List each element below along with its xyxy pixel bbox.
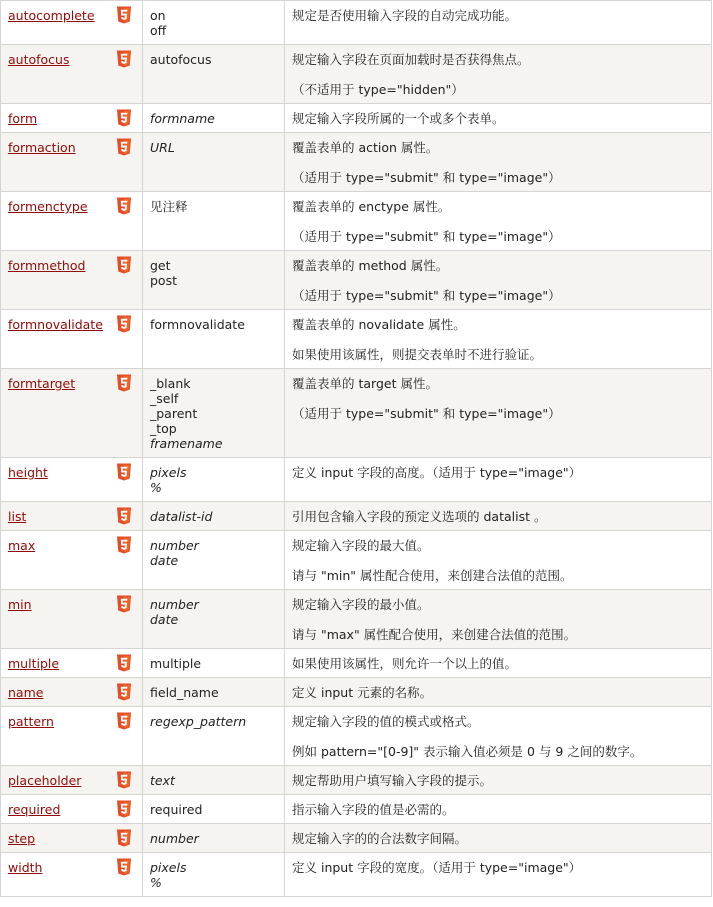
html5-badge-icon <box>116 536 132 554</box>
description-line: 引用包含输入字段的预定义选项的 datalist 。 <box>292 509 547 524</box>
attribute-value: pixels <box>150 860 187 875</box>
attribute-description-cell <box>285 590 712 649</box>
attribute-value: date <box>150 553 179 568</box>
table-row <box>1 824 712 853</box>
attribute-value: framename <box>150 436 223 451</box>
attribute-description-cell <box>285 458 712 502</box>
html5-badge-icon <box>116 109 132 127</box>
description-line: （适用于 type="submit" 和 type="image"） <box>292 229 561 244</box>
attribute-description-cell <box>285 192 712 251</box>
html5-badge-icon <box>116 50 132 68</box>
attribute-description-cell <box>285 649 712 678</box>
description-line: 如果使用该属性，则允许一个以上的值。 <box>292 656 518 671</box>
attribute-values-cell <box>143 678 285 707</box>
html5-badge-icon <box>116 829 132 847</box>
html5-badge-icon <box>116 463 132 481</box>
table-row <box>1 707 712 766</box>
description-line: 指示输入字段的值是必需的。 <box>292 802 455 817</box>
attribute-table-body <box>1 1 712 897</box>
description-line: （适用于 type="submit" 和 type="image"） <box>292 288 561 303</box>
description-line: 覆盖表单的 action 属性。 <box>292 140 439 155</box>
attribute-value: number <box>150 831 199 846</box>
attribute-values-cell <box>143 45 285 104</box>
attribute-name-cell <box>1 795 143 824</box>
description-line: 定义 input 字段的高度。（适用于 type="image"） <box>292 465 582 480</box>
attribute-values-cell <box>143 853 285 897</box>
description-line: （不适用于 type="hidden"） <box>292 82 464 97</box>
attribute-description-cell <box>285 678 712 707</box>
attribute-name-cell <box>1 192 143 251</box>
table-row <box>1 251 712 310</box>
attribute-value: formname <box>150 111 215 126</box>
attribute-link[interactable]: required <box>8 802 61 817</box>
attribute-values-cell <box>143 133 285 192</box>
attribute-link[interactable]: list <box>8 509 27 524</box>
attribute-values-cell <box>143 649 285 678</box>
description-line: 规定帮助用户填写输入字段的提示。 <box>292 773 493 788</box>
description-line: 规定输入字段的最小值。 <box>292 597 430 612</box>
attribute-value: number <box>150 597 199 612</box>
table-row <box>1 45 712 104</box>
attribute-values-cell <box>143 369 285 458</box>
attribute-description-cell <box>285 133 712 192</box>
attribute-values-cell <box>143 590 285 649</box>
description-line: 如果使用该属性，则提交表单时不进行验证。 <box>292 347 543 362</box>
attribute-values-cell <box>143 1 285 45</box>
attribute-value: datalist-id <box>150 509 213 524</box>
attribute-description-cell <box>285 45 712 104</box>
attribute-description-cell <box>285 310 712 369</box>
attribute-value: _self <box>150 391 179 406</box>
attribute-value: multiple <box>150 656 202 671</box>
attribute-link[interactable]: width <box>8 860 43 875</box>
attribute-link[interactable]: pattern <box>8 714 54 729</box>
attribute-value: pixels <box>150 465 187 480</box>
attribute-description-cell <box>285 766 712 795</box>
attribute-link[interactable]: height <box>8 465 48 480</box>
html5-badge-icon <box>116 507 132 525</box>
html5-badge-icon <box>116 6 132 24</box>
attribute-link[interactable]: step <box>8 831 36 846</box>
attribute-name-cell <box>1 766 143 795</box>
attribute-link[interactable]: formnovalidate <box>8 317 103 332</box>
attribute-description-cell <box>285 251 712 310</box>
attribute-values-cell <box>143 104 285 133</box>
attribute-value: off <box>150 23 167 38</box>
attribute-values-cell <box>143 795 285 824</box>
attribute-values-cell <box>143 707 285 766</box>
table-row <box>1 678 712 707</box>
table-row <box>1 795 712 824</box>
attribute-description-cell <box>285 707 712 766</box>
html5-badge-icon <box>116 771 132 789</box>
table-row <box>1 590 712 649</box>
attribute-values-cell <box>143 766 285 795</box>
attribute-values-cell <box>143 531 285 590</box>
attribute-value: text <box>150 773 175 788</box>
attribute-value: field_name <box>150 685 219 700</box>
attribute-link[interactable]: min <box>8 597 32 612</box>
attribute-values-cell <box>143 251 285 310</box>
html5-badge-icon <box>116 256 132 274</box>
attribute-value: URL <box>150 140 175 155</box>
attribute-name-cell <box>1 502 143 531</box>
attribute-link[interactable]: placeholder <box>8 773 82 788</box>
html5-badge-icon <box>116 138 132 156</box>
description-line: 规定输入字段的最大值。 <box>292 538 430 553</box>
attribute-values-cell <box>143 310 285 369</box>
description-line: 规定是否使用输入字段的自动完成功能。 <box>292 8 518 23</box>
attribute-name-cell <box>1 531 143 590</box>
attribute-value: _top <box>150 421 177 436</box>
attribute-name-cell <box>1 649 143 678</box>
attribute-link[interactable]: formenctype <box>8 199 88 214</box>
html5-badge-icon <box>116 197 132 215</box>
description-line: 例如 pattern="[0-9]" 表示输入值必须是 0 与 9 之间的数字。 <box>292 744 643 759</box>
description-line: 覆盖表单的 enctype 属性。 <box>292 199 451 214</box>
html5-badge-icon <box>116 800 132 818</box>
table-row <box>1 133 712 192</box>
attribute-name-cell <box>1 678 143 707</box>
attribute-value: % <box>150 875 162 890</box>
attribute-value: on <box>150 8 166 23</box>
attribute-description-cell <box>285 531 712 590</box>
attribute-link[interactable]: form <box>8 111 38 126</box>
attribute-description-cell <box>285 853 712 897</box>
attribute-value: regexp_pattern <box>150 714 247 729</box>
description-line: 请与 "max" 属性配合使用，来创建合法值的范围。 <box>292 627 577 642</box>
attribute-description-cell <box>285 824 712 853</box>
table-row <box>1 766 712 795</box>
attribute-name-cell <box>1 369 143 458</box>
description-line: 定义 input 元素的名称。 <box>292 685 433 700</box>
description-line: 请与 "min" 属性配合使用，来创建合法值的范围。 <box>292 568 573 583</box>
attribute-link[interactable]: formaction <box>8 140 76 155</box>
attribute-name-cell <box>1 310 143 369</box>
attribute-description-cell <box>285 104 712 133</box>
attribute-values-cell <box>143 824 285 853</box>
table-row <box>1 531 712 590</box>
attribute-values-cell <box>143 192 285 251</box>
description-line: 覆盖表单的 target 属性。 <box>292 376 438 391</box>
attribute-name-cell <box>1 853 143 897</box>
html5-badge-icon <box>116 654 132 672</box>
attribute-value: formnovalidate <box>150 317 245 332</box>
attribute-description-cell <box>285 502 712 531</box>
table-row <box>1 104 712 133</box>
attribute-value: 见注释 <box>150 199 188 214</box>
description-line: 规定输入字的的合法数字间隔。 <box>292 831 468 846</box>
html5-badge-icon <box>116 712 132 730</box>
table-row <box>1 502 712 531</box>
html5-badge-icon <box>116 374 132 392</box>
attribute-name-cell <box>1 458 143 502</box>
attribute-value: _parent <box>150 406 198 421</box>
table-row <box>1 192 712 251</box>
html5-badge-icon <box>116 595 132 613</box>
table-row <box>1 458 712 502</box>
attribute-name-cell <box>1 824 143 853</box>
attribute-name-cell <box>1 133 143 192</box>
attribute-value: autofocus <box>150 52 212 67</box>
description-line: 覆盖表单的 method 属性。 <box>292 258 449 273</box>
attribute-name-cell <box>1 707 143 766</box>
html5-badge-icon <box>116 858 132 876</box>
table-row <box>1 1 712 45</box>
attribute-description-cell <box>285 369 712 458</box>
description-line: 定义 input 字段的宽度。（适用于 type="image"） <box>292 860 582 875</box>
attribute-value: number <box>150 538 199 553</box>
attribute-link[interactable]: autocomplete <box>8 8 95 23</box>
attribute-value: _blank <box>150 376 191 391</box>
attribute-link[interactable]: name <box>8 685 44 700</box>
attribute-link[interactable]: autofocus <box>8 52 70 67</box>
table-row <box>1 649 712 678</box>
attribute-description-cell <box>285 795 712 824</box>
attribute-value: date <box>150 612 179 627</box>
table-row <box>1 853 712 897</box>
description-line: 规定输入字段在页面加载时是否获得焦点。 <box>292 52 530 67</box>
attribute-link[interactable]: formtarget <box>8 376 76 391</box>
attribute-name-cell <box>1 1 143 45</box>
attribute-value: % <box>150 480 162 495</box>
description-line: （适用于 type="submit" 和 type="image"） <box>292 170 561 185</box>
html5-badge-icon <box>116 683 132 701</box>
attribute-value: required <box>150 802 203 817</box>
attribute-name-cell <box>1 590 143 649</box>
attribute-link[interactable]: multiple <box>8 656 60 671</box>
description-line: 覆盖表单的 novalidate 属性。 <box>292 317 466 332</box>
attribute-value: get <box>150 258 171 273</box>
html5-badge-icon <box>116 315 132 333</box>
attribute-link[interactable]: max <box>8 538 36 553</box>
attribute-name-cell <box>1 45 143 104</box>
attribute-name-cell <box>1 104 143 133</box>
attribute-value: post <box>150 273 177 288</box>
attribute-description-cell <box>285 1 712 45</box>
attribute-values-cell <box>143 458 285 502</box>
table-row <box>1 310 712 369</box>
attribute-link[interactable]: formmethod <box>8 258 86 273</box>
description-line: 规定输入字段所属的一个或多个表单。 <box>292 111 505 126</box>
description-line: （适用于 type="submit" 和 type="image"） <box>292 406 561 421</box>
table-row <box>1 369 712 458</box>
attribute-values-cell <box>143 502 285 531</box>
attribute-name-cell <box>1 251 143 310</box>
description-line: 规定输入字段的值的模式或格式。 <box>292 714 480 729</box>
